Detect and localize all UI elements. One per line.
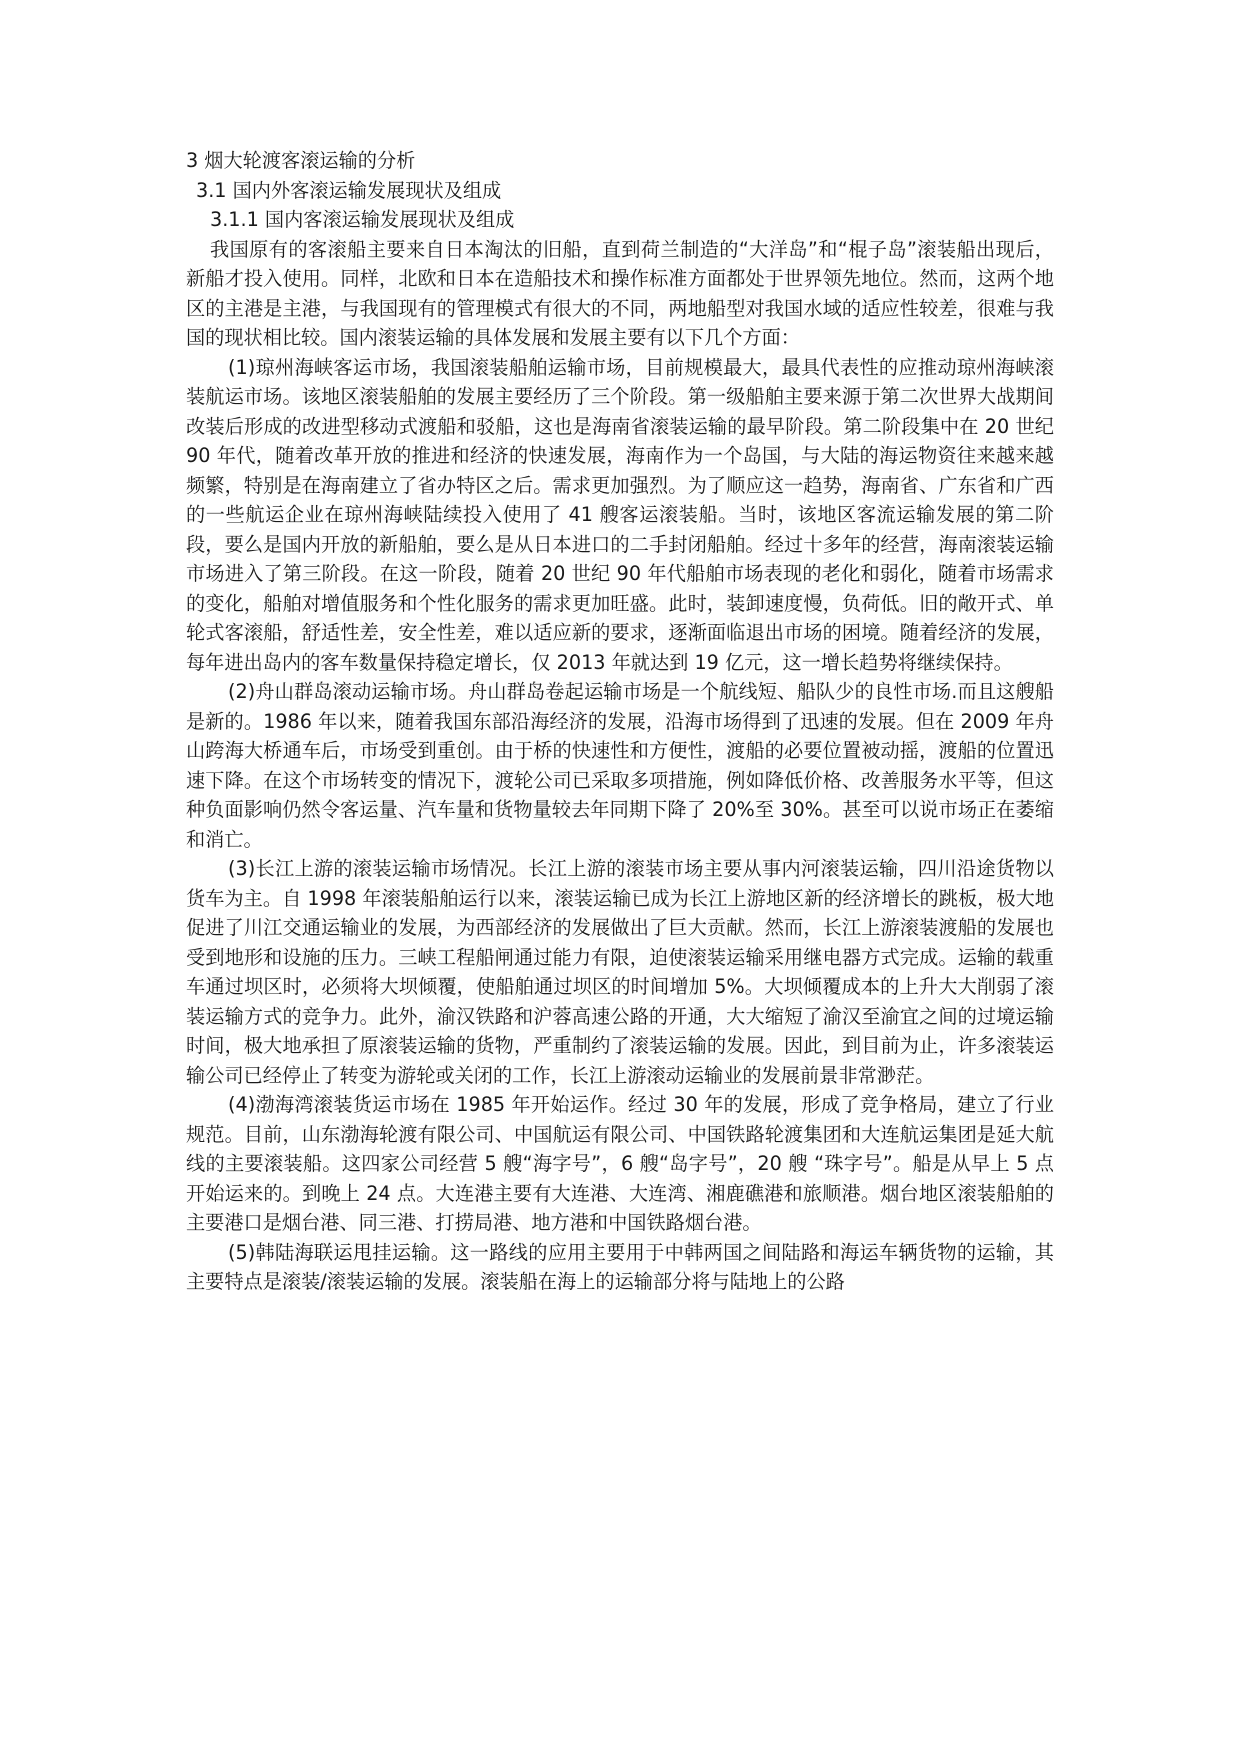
document-page (186, 146, 1054, 1297)
section-heading: 3 烟大轮渡客滚运输的分析 (186, 149, 416, 172)
paragraph-korea-land-sea: (5)韩陆海联运甩挂运输。这一路线的应用主要用于中韩两国之间陆路和海运车辆货物的运输，其主要特点是滚装/滚装运输的发展。滚装船在海上的运输部分将与陆地上的公路 (186, 1240, 1054, 1293)
paragraph-yangtze-upper: (3)长江上游的滚装运输市场情况。长江上游的滚装市场主要从事内河滚装运输，四川沿途货物以货车为主。自 1998 年滚装船舶运行以来，滚装运输已成为长江上游地区新的经济增长的跳板，极大地促进了川江交通运输业的发展，为西部经济的发展做出了巨大贡献。然而，长江上游滚装渡船的发展也受到地形和设施的压力。三峡工程船闸通过能力有限，迫使滚装运输采用继电器方式完成。运输的载重车通过坝区时，必须将大坝倾覆，使船舶通过坝区的时间增加 5%。大坝倾覆成本的上升大大削弱了滚装运输方式的竞争力。此外，渝汉铁路和沪蓉高速公路的开通，大大缩短了渝汉至渝宜之间的过境运输时间，极大地承担了原滚装运输的货物，严重制约了滚装运输的发展。因此，到目前为止，许多滚装运输公司已经停止了转变为游轮或关闭的工作，长江上游滚动运输业的发展前景非常渺茫。 (186, 857, 1054, 1087)
intro-paragraph: 我国原有的客滚船主要来自日本淘汰的旧船，直到荷兰制造的“大洋岛”和“棍子岛”滚装船出现后，新船才投入使用。同样，北欧和日本在造船技术和操作标准方面都处于世界领先地位。然而，这两个地区的主港是主港，与我国现有的管理模式有很大的不同，两地船型对我国水域的适应性较差，很难与我国的现状相比较。国内滚装运输的具体发展和发展主要有以下几个方面： (186, 237, 1054, 349)
paragraph-qiongzhou-strait: (1)琼州海峡客运市场，我国滚装船舶运输市场，目前规模最大，最具代表性的应推动琼州海峡滚装航运市场。该地区滚装船舶的发展主要经历了三个阶段。第一级船舶主要来源于第二次世界大战期间改装后形成的改进型移动式渡船和驳船，这也是海南省滚装运输的最早阶段。第二阶段集中在 20 世纪 90 年代，随着改革开放的推进和经济的快速发展，海南作为一个岛国，与大陆的海运物资往来越来越频繁，特别是在海南建立了省办特区之后。需求更加强烈。为了顺应这一趋势，海南省、广东省和广西的一些航运企业在琼州海峡陆续投入使用了 41 艘客运滚装船。当时，该地区客流运输发展的第二阶段，要么是国内开放的新船舶，要么是从日本进口的二手封闭船舶。经过十多年的经营，海南滚装运输市场进入了第三阶段。在这一阶段，随着 20 世纪 90 年代船舶市场表现的老化和弱化，随着市场需求的变化，船舶对增值服务和个性化服务的需求更加旺盛。此时，装卸速度慢，负荷低。旧的敞开式、单轮式客滚船，舒适性差，安全性差，难以适应新的要求，逐渐面临退出市场的困境。随着经济的发展，每年进出岛内的客车数量保持稳定增长，仅 2013 年就达到 19 亿元，这一增长趋势将继续保持。 (186, 355, 1054, 674)
paragraph-bohai-bay: (4)渤海湾滚装货运市场在 1985 年开始运作。经过 30 年的发展，形成了竞争格局，建立了行业规范。目前，山东渤海轮渡有限公司、中国航运有限公司、中国铁路轮渡集团和大连航运集团是延大航线的主要滚装船。这四家公司经营 5 艘“海字号”，6 艘“岛字号”，20 艘 “珠字号”。船是从早上 5 点开始运来的。到晚上 24 点。大连港主要有大连港、大连湾、湘鹿礁港和旅顺港。烟台地区滚装船舶的主要港口是烟台港、同三港、打捞局港、地方港和中国铁路烟台港。 (186, 1093, 1054, 1234)
paragraph-zhoushan-islands: (2)舟山群岛滚动运输市场。舟山群岛卷起运输市场是一个航线短、船队少的良性市场.而且这艘船是新的。1986 年以来，随着我国东部沿海经济的发展，沿海市场得到了迅速的发展。但在 2009 年舟山跨海大桥通车后，市场受到重创。由于桥的快速性和方便性，渡船的必要位置被动摇，渡船的位置迅速下降。在这个市场转变的情况下，渡轮公司已采取多项措施，例如降低价格、改善服务水平等，但这种负面影响仍然令客运量、汽车量和货物量较去年同期下降了 20%至 30%。甚至可以说市场正在萎缩和消亡。 (186, 680, 1054, 851)
subsubsection-heading: 3.1.1 国内客滚运输发展现状及组成 (210, 208, 515, 231)
subsection-heading: 3.1 国内外客滚运输发展现状及组成 (196, 178, 502, 202)
